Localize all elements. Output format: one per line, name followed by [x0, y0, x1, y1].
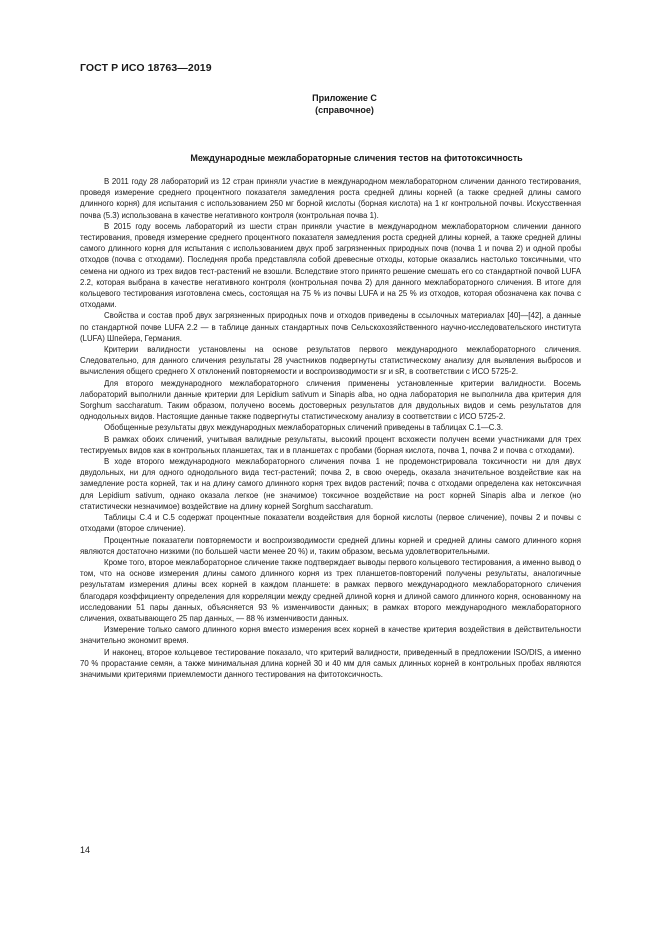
paragraph: Процентные показатели повторяемости и воспроизводимости средней длины корней и средней длины самого длинного корня являются достаточно низкими (по большей части менее 20 %) и, таким образом, весьма удовлетворительными. — [80, 535, 581, 556]
paragraph: И наконец, второе кольцевое тестирование показало, что критерий валидности, приведенный в предложении ISO/DIS, а именно 70 % прорастание семян, а также минимальная длина корней 30 и 40 мм для самых длинных корней в контрольных пробах являются значимыми критериями приемлемости данного тестирования на фитотоксичность. — [80, 647, 581, 679]
paragraph: Измерение только самого длинного корня вместо измерения всех корней в качестве критерия воздействия в действительности значительно экономит время. — [80, 625, 581, 646]
paragraph: Для второго международного межлабораторного сличения применены установленные критерии валидности. Восемь лабораторий выполнили данные критерии для Lepidium sativum и Sinapis alba, но одна лаборатория не выполнила два критерия для Sorghum saccharatum. Таким образом, получено восемь достоверных результатов для двудольных видов и семь результатов для однодольных видов. Настоящие данные также подвергнуты статистическому анализу в соответствии с ИСО 5725-2. — [80, 378, 581, 422]
paragraph: Критерии валидности установлены на основе результатов первого международного межлабораторного сличения. Следовательно, для данного сличения результаты 28 участников подвергнуты статистическому анализу для выявления выбросов и вычисления общего среднего X отклонений повторяемости и воспроизводимости sr и sR, в соответствии с ИСО 5725-2. — [80, 345, 581, 377]
document-header: ГОСТ Р ИСО 18763—2019 — [80, 62, 212, 74]
section-title: Международные межлабораторные сличения тестов на фитотоксичность — [190, 153, 523, 163]
paragraph: Кроме того, второе межлабораторное сличение также подтверждает выводы первого кольцевого тестирования, а именно вывод о том, что на основе измерения длины самого длинного корня из трех планшетов-повторений получены результаты, аналогичные результатам измерения длины всех корней в каждом планшете: в рамках первого международного межлабораторного сличения благодаря коэффициенту определения для корреляции между средней длиной корня и длиной самого длинного корня, основанному на исследовании 51 пары данных, объясняется 93 % изменчивости данных; в рамках второго международного межлабораторного сличения, охватывающего 25 пар данных, — 88 % изменчивости данных. — [80, 557, 581, 623]
paragraph: Свойства и состав проб двух загрязненных природных почв и отходов приведены в ссылочных материалах [40]—[42], а данные по стандартной почве LUFA 2.2 — в таблице данных стандартных почв Сельскохозяйственного научно-исследовательского института (LUFA) Шпейера, Германия. — [80, 311, 581, 343]
appendix-heading — [0, 92, 661, 116]
appendix-subtitle: (справочное) — [315, 105, 374, 115]
paragraph: В 2011 году 28 лабораторий из 12 стран приняли участие в международном межлабораторном сличении данного тестирования, проведя измерение среднего процентного показателя замедления роста средней длины корней (а также средней длины самого длинного корня) для испытания с использованием 250 мг борной кислоты (борная кислота) на 1 кг контрольной почвы. Искусственная почва (5.3) использована в качестве негативного контроля (контрольная почва 1). — [80, 177, 581, 220]
paragraph: В 2015 году восемь лабораторий из шести стран приняли участие в международном межлабораторном сличении данного тестирования, проведя измерение среднего процентного показателя замедления роста средней длины корней, а также средней длины самого длинного корня для испытания с использованием двух проб загрязненных природных почв (почва 1 и почва 2) и одной пробы отходов (почва с отходами). Последняя проба представляла собой древесные отходы, которые оказались настолько токсичными, что семена ни одного из трех видов тест-растений не взошли. Вследствие этого принято решение смешать его со стандартной почвой LUFA 2.2, которая выбрана в качестве негативного контроля (контрольная почва 2) для данного межлабораторного сличения. В итоге для кольцевого тестирования изготовлена смесь, состоящая на 75 % из почвы LUFA и на 25 % из отходов, которая обозначена как почва с отходами. — [80, 221, 581, 310]
paragraph: Обобщенные результаты двух международных межлабораторных сличений приведены в таблицах С.1—С.3. — [104, 423, 504, 433]
paragraph: В рамках обоих сличений, учитывая валидные результаты, высокий процент всхожести получен всеми участниками для трех тестируемых видов как в контрольных планшетах, так и в планшетах с пробами (борная кислота, почва 1, почва 2 и почва с отходами). — [80, 434, 581, 455]
page-number: 14 — [80, 845, 91, 855]
appendix-title: Приложение С — [312, 93, 377, 103]
paragraph: Таблицы С.4 и С.5 содержат процентные показатели воздействия для борной кислоты (первое сличение), почвы 2 и почвы с отходами (второе сличение). — [80, 513, 581, 534]
body-text — [80, 176, 581, 680]
paragraph: В ходе второго международного межлабораторного сличения почва 1 не продемонстрировала токсичности ни для двух двудольных, ни для одного однодольного вида тест-растений; почва 2, в свою очередь, оказала значительное воздействие как на замедление роста корней, так и на длину самого длинного корня трех видов растений; почва с отходами определена как нетоксичная для Lepidium sativum, однако оказала легкое (не значимое) токсичное воздействие на рост корней Sinapis alba и легкое (но статистически незначимое) воздействие на длину корней Sorghum saccharatum. — [80, 457, 581, 511]
